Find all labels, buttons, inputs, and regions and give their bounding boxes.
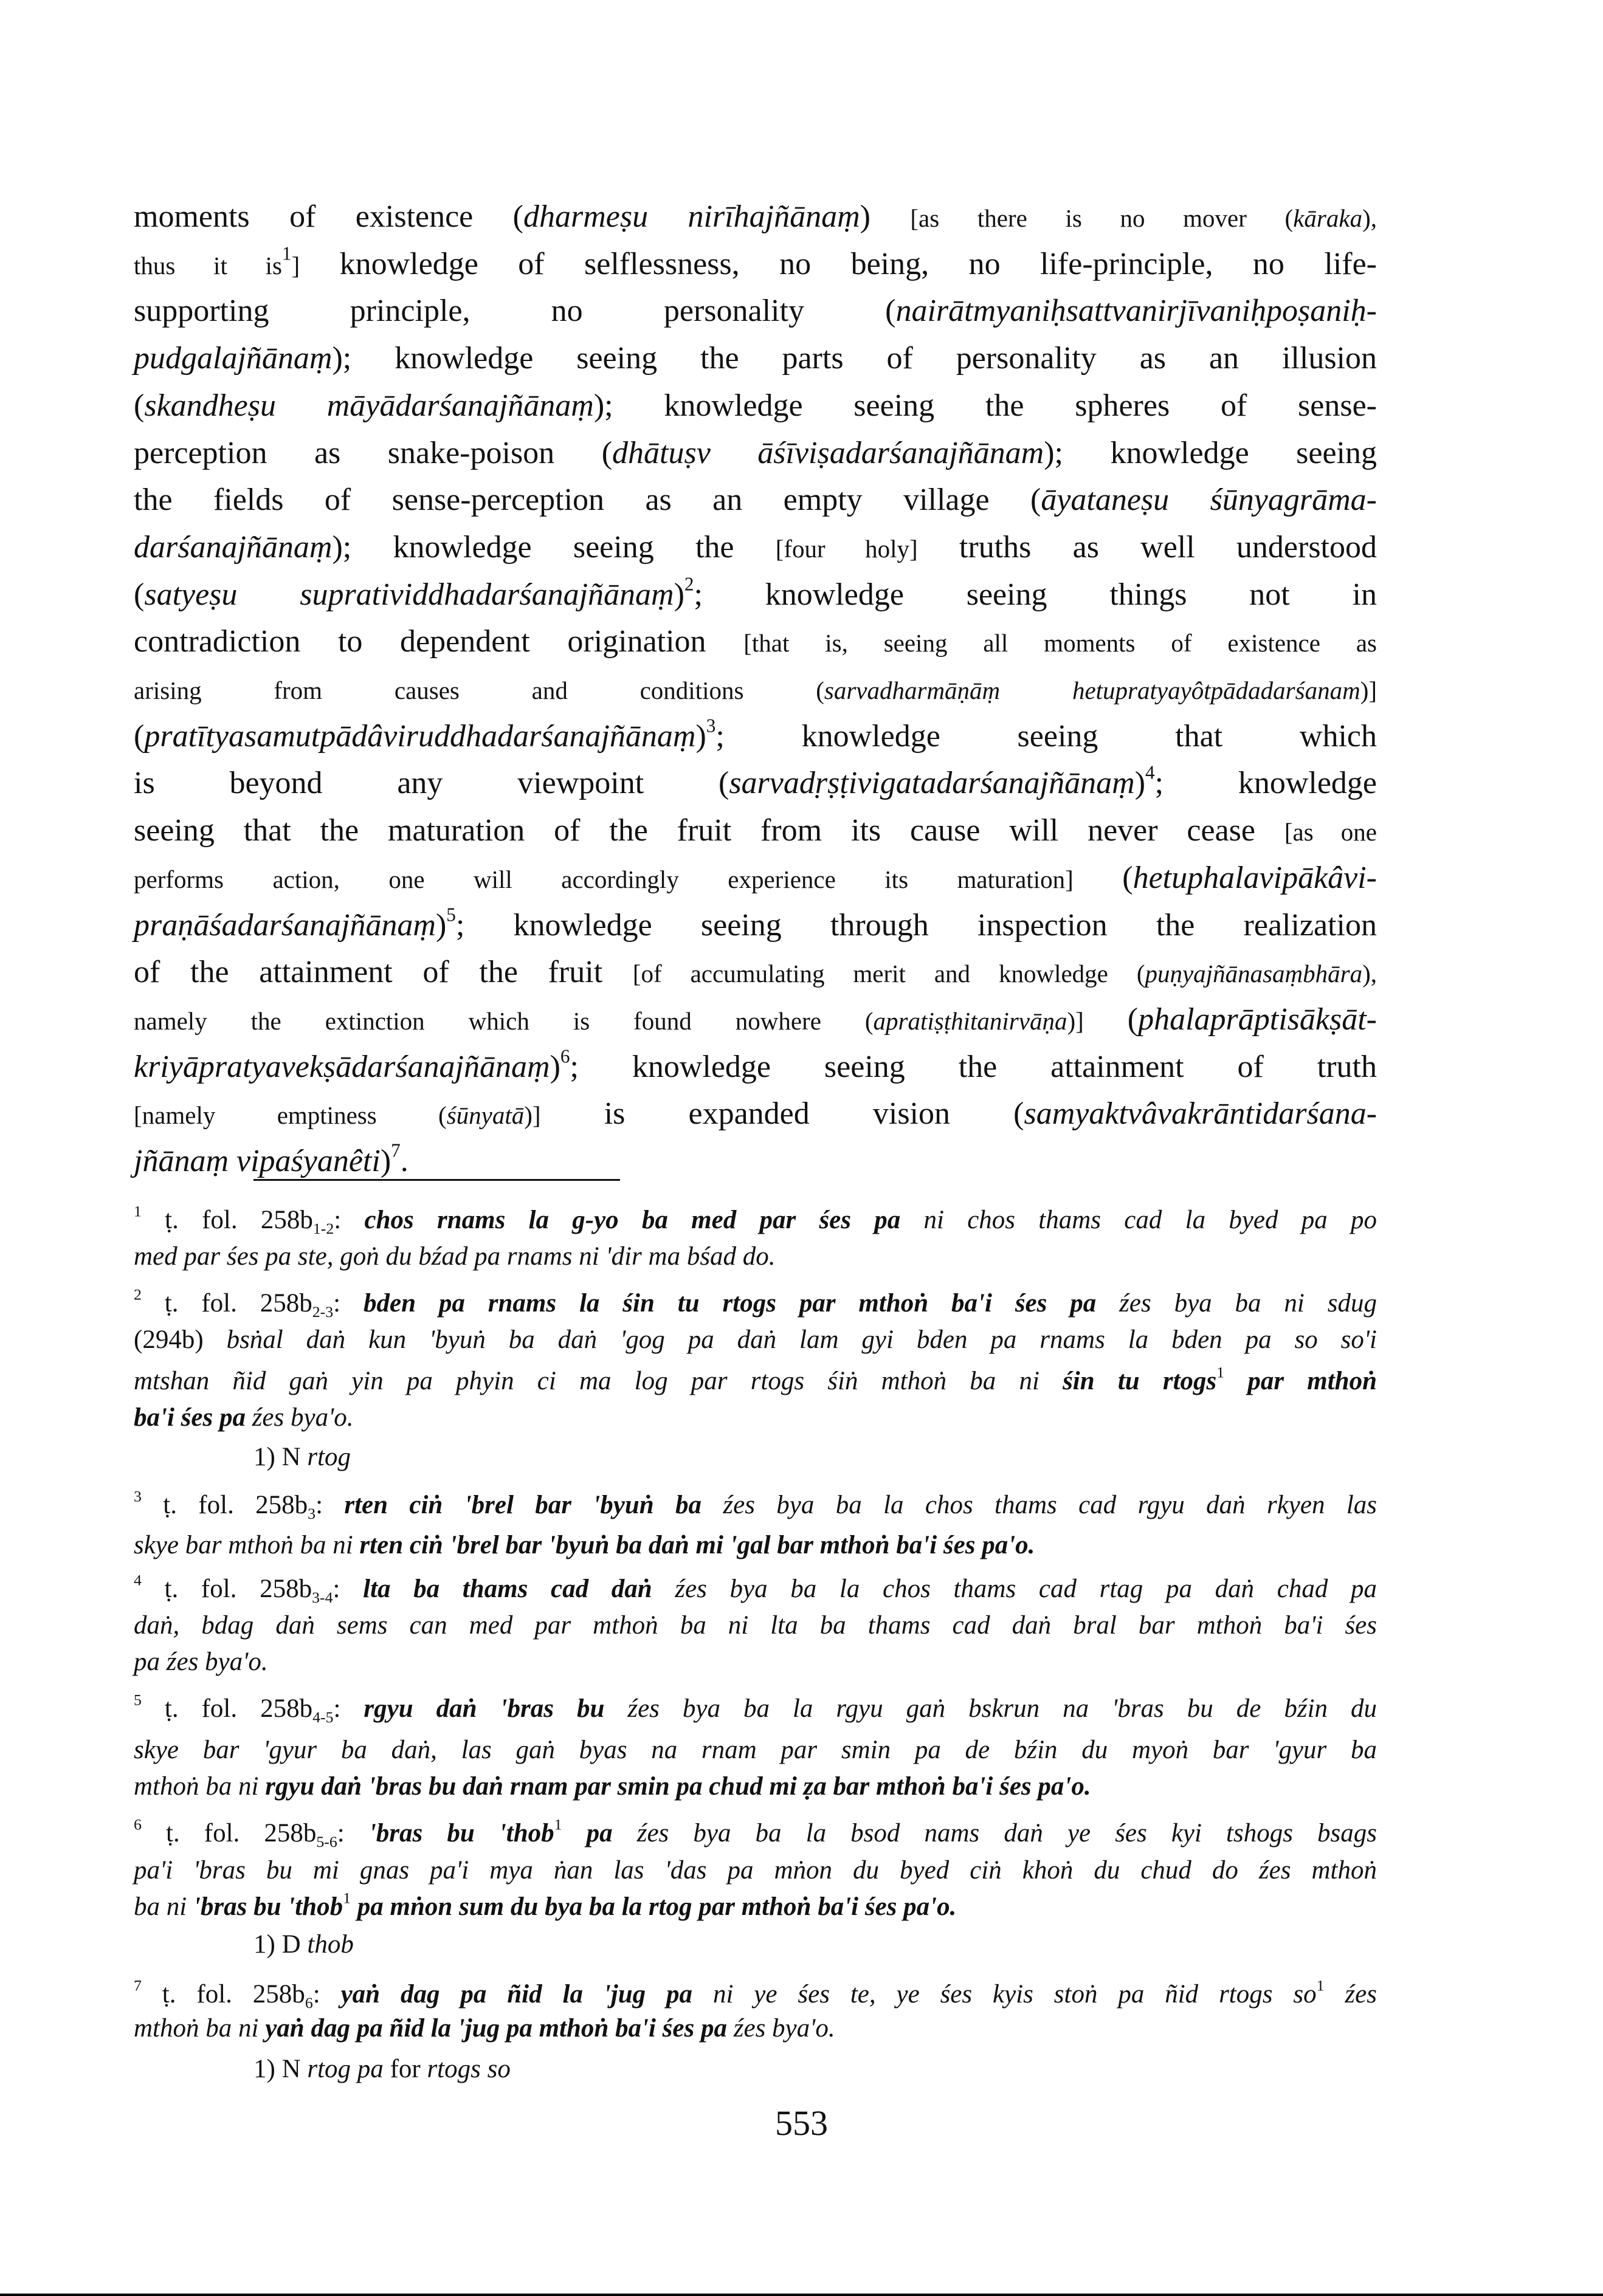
body-text-line xyxy=(134,1090,1377,1138)
text-run: nairātmyaniḥsattvanirjīvaniḥpoṣaniḥ- xyxy=(895,294,1377,329)
text-run: of the attainment of the fruit xyxy=(134,955,633,990)
body-text-line xyxy=(134,524,1377,571)
body-text-line xyxy=(134,713,1377,760)
footnote-reference: 1 xyxy=(281,242,292,264)
text-run: ; knowledge seeing through inspection the realization xyxy=(455,907,1377,943)
body-text-line xyxy=(134,996,1377,1043)
footnote-line xyxy=(134,1527,1377,1564)
text-run: )] xyxy=(1360,676,1377,704)
text-run: [four holy] xyxy=(775,534,918,563)
text-run: 'bras bu 'thob xyxy=(193,1892,343,1921)
text-run: : xyxy=(333,1575,364,1603)
footnote-line xyxy=(134,1321,1377,1359)
text-run: rgyu daṅ 'bras bu daṅ rnam par smin pa chud mi ẓa bar mthoṅ ba'i śes pa'o. xyxy=(265,1772,1091,1801)
text-run: perception as snake-poison ( xyxy=(134,435,613,470)
text-run: yaṅ dag pa ñid la 'jug pa mthoṅ ba'i śes pa xyxy=(265,2014,727,2043)
text-run: the fields of sense-perception as an empty village ( xyxy=(134,483,1041,518)
footnote-line xyxy=(134,1976,1377,2013)
text-run: 1) D xyxy=(253,1930,308,1959)
folio-line-range: 6 xyxy=(305,1994,313,2012)
text-run: ṭ. fol. 258b xyxy=(141,1491,308,1519)
text-run: źes bya'o. xyxy=(727,2014,835,2043)
footnote-number: 6 xyxy=(134,1815,142,1834)
text-run: rtogs so xyxy=(427,2055,511,2083)
text-run: namely the extinction which is found nowhere ( xyxy=(134,1006,874,1035)
body-text-line xyxy=(134,571,1377,619)
footnote-reference: 3 xyxy=(706,715,716,737)
footnote-reference: 5 xyxy=(446,904,456,926)
text-run: (294b) xyxy=(134,1325,227,1354)
text-run: sarvadharmāṇāṃ hetupratyayôtpādadarśanam xyxy=(824,676,1360,704)
text-run: thus it is xyxy=(134,251,282,280)
text-run: ṭ. fol. 258b xyxy=(141,1819,317,1847)
text-run: ( xyxy=(134,718,145,754)
variant-reading-line xyxy=(253,1438,351,1476)
text-run: )] xyxy=(524,1101,541,1130)
text-run: sarvadṛṣṭivigatadarśanajñānaṃ xyxy=(729,766,1135,801)
text-run: : xyxy=(333,1289,364,1318)
text-run: : xyxy=(337,1819,369,1847)
folio-line-range: 1-2 xyxy=(312,1220,334,1238)
text-run: ) xyxy=(1134,766,1146,801)
text-run: ( xyxy=(134,577,145,612)
footnote-number: 3 xyxy=(134,1487,142,1505)
text-run: pa mṅon sum du bya ba la rtog par mthoṅ ba'i śes pa'o. xyxy=(351,1892,957,1921)
body-text-line xyxy=(134,287,1377,335)
footnote-line xyxy=(134,1487,1377,1524)
text-run: ( xyxy=(134,388,145,423)
footnote-number: 7 xyxy=(134,1976,142,1995)
footnote-line xyxy=(134,1690,1377,1728)
text-run: satyeṣu supratividdhadarśanajñānaṃ xyxy=(144,577,674,612)
text-run: 'bras bu 'thob xyxy=(368,1819,554,1847)
text-run: ; knowledge xyxy=(1154,766,1377,801)
footnote-number: 2 xyxy=(134,1285,142,1304)
text-run: ( xyxy=(1122,860,1133,895)
body-text-line xyxy=(134,193,1377,241)
text-run: lta ba thams cad daṅ xyxy=(363,1575,652,1603)
text-run: źes bya ba la chos thams cad rtag pa daṅ chad pa xyxy=(652,1575,1377,1603)
text-run: ] xyxy=(291,251,300,280)
folio-line-range: 4-5 xyxy=(312,1708,334,1727)
footnote-line xyxy=(134,1768,1377,1806)
scan-edge-bar xyxy=(0,2294,1603,2296)
text-run: źes bya ba la chos thams cad rgyu daṅ rkyen las xyxy=(702,1491,1377,1519)
text-run: [as one xyxy=(1284,818,1377,847)
text-run: ); knowledge seeing the parts of personality as an illusion xyxy=(332,341,1377,376)
footnote-line xyxy=(134,1888,1377,1926)
text-run: performs action, one will accordingly experience its maturation] xyxy=(134,865,1123,893)
text-run: [of accumulating merit and knowledge ( xyxy=(632,960,1145,988)
text-run: źes xyxy=(1324,1980,1377,2009)
text-run: śūnyatā xyxy=(446,1101,525,1130)
text-run: śin tu rtogs xyxy=(1063,1367,1217,1395)
text-run: ) xyxy=(550,1049,560,1084)
page-number: 553 xyxy=(775,2103,828,2143)
text-run: knowledge of selflessness, no being, no life-principle, no life- xyxy=(300,246,1377,281)
text-run: for xyxy=(383,2055,427,2083)
footnote-number: 1 xyxy=(343,1889,351,1907)
footnote-reference: 6 xyxy=(560,1045,570,1067)
text-run: moments of existence ( xyxy=(134,199,523,234)
footnote-reference: 2 xyxy=(684,573,694,595)
text-run: skandheṣu māyādarśanajñānaṃ xyxy=(144,388,594,423)
text-run: chos rnams la g-yo ba med par śes pa xyxy=(364,1206,901,1234)
body-text-line xyxy=(134,949,1377,996)
text-run: 1) N xyxy=(253,1443,308,1471)
text-run: kāraka xyxy=(1293,204,1363,232)
text-run: daṅ, bdag daṅ sems can med par mthoṅ ba ni lta ba thams cad daṅ bral bar mthoṅ ba'i śes xyxy=(134,1611,1377,1640)
text-run: is expanded vision ( xyxy=(540,1096,1024,1132)
footnote-line xyxy=(134,1607,1377,1645)
footnote-line xyxy=(134,1815,1377,1852)
text-run: [namely emptiness ( xyxy=(134,1101,447,1130)
footnote-line xyxy=(134,1399,1377,1437)
text-run: ); knowledge seeing xyxy=(1044,435,1377,470)
text-run: is beyond any viewpoint ( xyxy=(134,766,729,801)
text-run: rgyu daṅ 'bras bu xyxy=(364,1694,605,1723)
body-text-line xyxy=(134,476,1377,524)
text-run: contradiction to dependent origination xyxy=(134,624,744,659)
text-run: źes bya'o. xyxy=(245,1403,354,1432)
body-text-line xyxy=(134,807,1377,854)
text-run: ) xyxy=(435,907,447,943)
text-run: ) xyxy=(674,577,684,612)
text-run: 1) N xyxy=(253,2055,308,2083)
text-run: pa'i 'bras bu mi gnas pa'i mya ṅan las 'das pa mṅon du byed ciṅ khoṅ du chud do źes mthoṅ xyxy=(134,1856,1377,1885)
folio-line-range: 3 xyxy=(308,1505,316,1523)
footnote-number: 1 xyxy=(554,1815,562,1834)
text-run: āyataneṣu śūnyagrāma- xyxy=(1041,483,1377,518)
footnote-line xyxy=(134,1852,1377,1889)
body-text-line xyxy=(134,241,1377,288)
text-run: ) xyxy=(380,1144,391,1178)
footnote-line xyxy=(134,1285,1377,1322)
text-run: : xyxy=(333,1694,364,1723)
footnote-separator xyxy=(253,1179,620,1181)
text-run: : xyxy=(334,1206,365,1234)
body-text-line xyxy=(134,1138,1377,1185)
text-run: ṭ. fol. 258b xyxy=(141,1289,312,1318)
text-run: : xyxy=(312,1980,341,2009)
text-run: bden pa rnams la śin tu rtogs par mthoṅ ba'i śes pa xyxy=(364,1289,1097,1318)
text-run: jñānaṃ vipaśyanêti xyxy=(134,1144,381,1178)
text-run: yaṅ dag pa ñid la 'jug pa xyxy=(340,1980,693,2009)
text-run: rtog pa xyxy=(307,2055,384,2083)
body-text-line xyxy=(134,430,1377,477)
text-run: ni ye śes te, ye śes kyis stoṅ pa ñid rtogs so xyxy=(692,1980,1317,2009)
text-run: źes bya ba la rgyu gaṅ bskrun na 'bras bu de bźin du xyxy=(604,1694,1377,1723)
body-text-line xyxy=(134,760,1377,807)
text-run: rten ciṅ 'brel bar 'byuṅ ba daṅ mi 'gal bar mthoṅ ba'i śes pa'o. xyxy=(359,1531,1035,1559)
text-run: pa xyxy=(562,1819,613,1847)
footnote-number: 1 xyxy=(134,1202,142,1220)
body-text-line xyxy=(134,854,1377,902)
text-run: ni chos thams cad la byed pa po xyxy=(900,1206,1377,1234)
text-run: skye bar 'gyur ba daṅ, las gaṅ byas na rnam par smin pa de bźin du myoṅ bar 'gyur ba xyxy=(134,1736,1377,1764)
text-run: phalaprāptisākṣāt- xyxy=(1138,1002,1377,1037)
text-run: seeing that the maturation of the fruit from its cause will never cease xyxy=(134,813,1284,848)
text-run: ṭ. fol. 258b xyxy=(141,1206,313,1234)
text-run: ), xyxy=(1362,960,1377,988)
folio-line-range: 5-6 xyxy=(316,1833,337,1851)
text-run: źes bya ba ni sdug xyxy=(1096,1289,1377,1318)
footnote-line xyxy=(134,1570,1377,1608)
body-text-line xyxy=(134,665,1377,713)
text-run: ) xyxy=(695,718,706,754)
text-run: ba ni xyxy=(134,1892,193,1921)
text-run: źes bya ba la bsod nams daṅ ye śes kyi tshogs bsags xyxy=(612,1819,1377,1847)
text-run: ; knowledge seeing things not in xyxy=(694,577,1377,612)
text-run: rten ciṅ 'brel bar 'byuṅ ba xyxy=(344,1491,702,1519)
text-run: pratītyasamutpādâviruddhadarśanajñānaṃ xyxy=(144,718,696,754)
text-run: ( xyxy=(1127,1002,1139,1037)
text-run: darśanajñānaṃ xyxy=(134,529,333,565)
text-run: truths as well understood xyxy=(917,529,1377,565)
text-run: pudgalajñānaṃ xyxy=(134,341,333,376)
folio-line-range: 2-3 xyxy=(312,1303,334,1321)
text-run: arising from causes and conditions ( xyxy=(134,676,824,704)
text-run: . xyxy=(400,1144,409,1178)
text-run: med par śes pa ste, goṅ du bźad pa rnams ni 'dir ma bśad do. xyxy=(134,1242,776,1271)
text-run: )] xyxy=(1067,1006,1128,1035)
folio-line-range: 3-4 xyxy=(312,1589,333,1607)
text-run: dharmeṣu nirīhajñānaṃ xyxy=(523,199,860,234)
body-text-line xyxy=(134,382,1377,430)
text-run: ) xyxy=(860,199,911,234)
text-run: apratiṣṭhitanirvāṇa xyxy=(873,1006,1067,1035)
footnote-number: 1 xyxy=(1216,1363,1225,1381)
text-run: ṭ. fol. 258b xyxy=(141,1575,312,1603)
text-run: mthoṅ ba ni xyxy=(134,1772,266,1801)
text-run: ); knowledge seeing the xyxy=(332,529,776,565)
text-run: mtshan ñid gaṅ yin pa phyin ci ma log par rtogs śiṅ mthoṅ ba ni xyxy=(134,1367,1063,1395)
text-run: thob xyxy=(307,1930,354,1959)
text-run: bsṅal daṅ kun 'byuṅ ba daṅ 'gog pa daṅ lam gyi bden pa rnams la bden pa so so'i xyxy=(226,1325,1377,1354)
text-run: ṭ. fol. 258b xyxy=(141,1694,313,1723)
footnote-number: 5 xyxy=(134,1691,142,1709)
text-run: ṭ. fol. 258b xyxy=(141,1980,305,2009)
body-text-line xyxy=(134,335,1377,382)
text-run: rtog xyxy=(307,1443,351,1471)
text-run: praṇāśadarśanajñānaṃ xyxy=(134,907,436,943)
text-run: puṇyajñānasaṃbhāra xyxy=(1145,960,1363,988)
text-run: skye bar mthoṅ ba ni xyxy=(134,1531,360,1559)
footnote-line xyxy=(134,1363,1377,1400)
body-text-line xyxy=(134,902,1377,949)
footnote-reference: 4 xyxy=(1145,762,1155,783)
text-run: dhātuṣv āśīviṣadarśanajñānam xyxy=(612,435,1044,470)
text-run: samyaktvâvakrāntidarśana- xyxy=(1024,1096,1377,1132)
body-text-line xyxy=(134,1043,1377,1091)
text-run: [as there is no mover ( xyxy=(910,204,1294,232)
footnote-line xyxy=(134,1643,1377,1681)
text-run: ); knowledge seeing the spheres of sense- xyxy=(593,388,1377,423)
text-run: ), xyxy=(1362,204,1377,232)
footnote-line xyxy=(134,1201,1377,1239)
footnote-number: 1 xyxy=(1316,1976,1325,1995)
text-run: mthoṅ ba ni xyxy=(134,2014,266,2043)
footnote-line xyxy=(134,1238,1377,1276)
text-run: ; knowledge seeing that which xyxy=(715,718,1377,754)
footnote-line xyxy=(134,1731,1377,1769)
text-run: [that is, seeing all moments of existence as xyxy=(743,629,1377,658)
variant-reading-line xyxy=(253,2050,511,2088)
text-run: ; knowledge seeing the attainment of truth xyxy=(570,1049,1377,1084)
text-run: hetuphalavipākâvi- xyxy=(1132,860,1377,895)
text-run: ba'i śes pa xyxy=(134,1403,246,1432)
footnote-line xyxy=(134,2010,1377,2047)
footnote-reference: 7 xyxy=(391,1139,401,1161)
body-text-line xyxy=(134,618,1377,665)
footnote-number: 4 xyxy=(134,1571,142,1589)
variant-reading-line xyxy=(253,1926,354,1964)
text-run: pa źes bya'o. xyxy=(134,1648,268,1676)
text-run: kriyāpratyavekṣādarśanajñānaṃ xyxy=(134,1049,550,1084)
text-run: : xyxy=(315,1491,345,1519)
text-run: par mthoṅ xyxy=(1224,1367,1377,1395)
text-run: supporting principle, no personality ( xyxy=(134,294,896,329)
